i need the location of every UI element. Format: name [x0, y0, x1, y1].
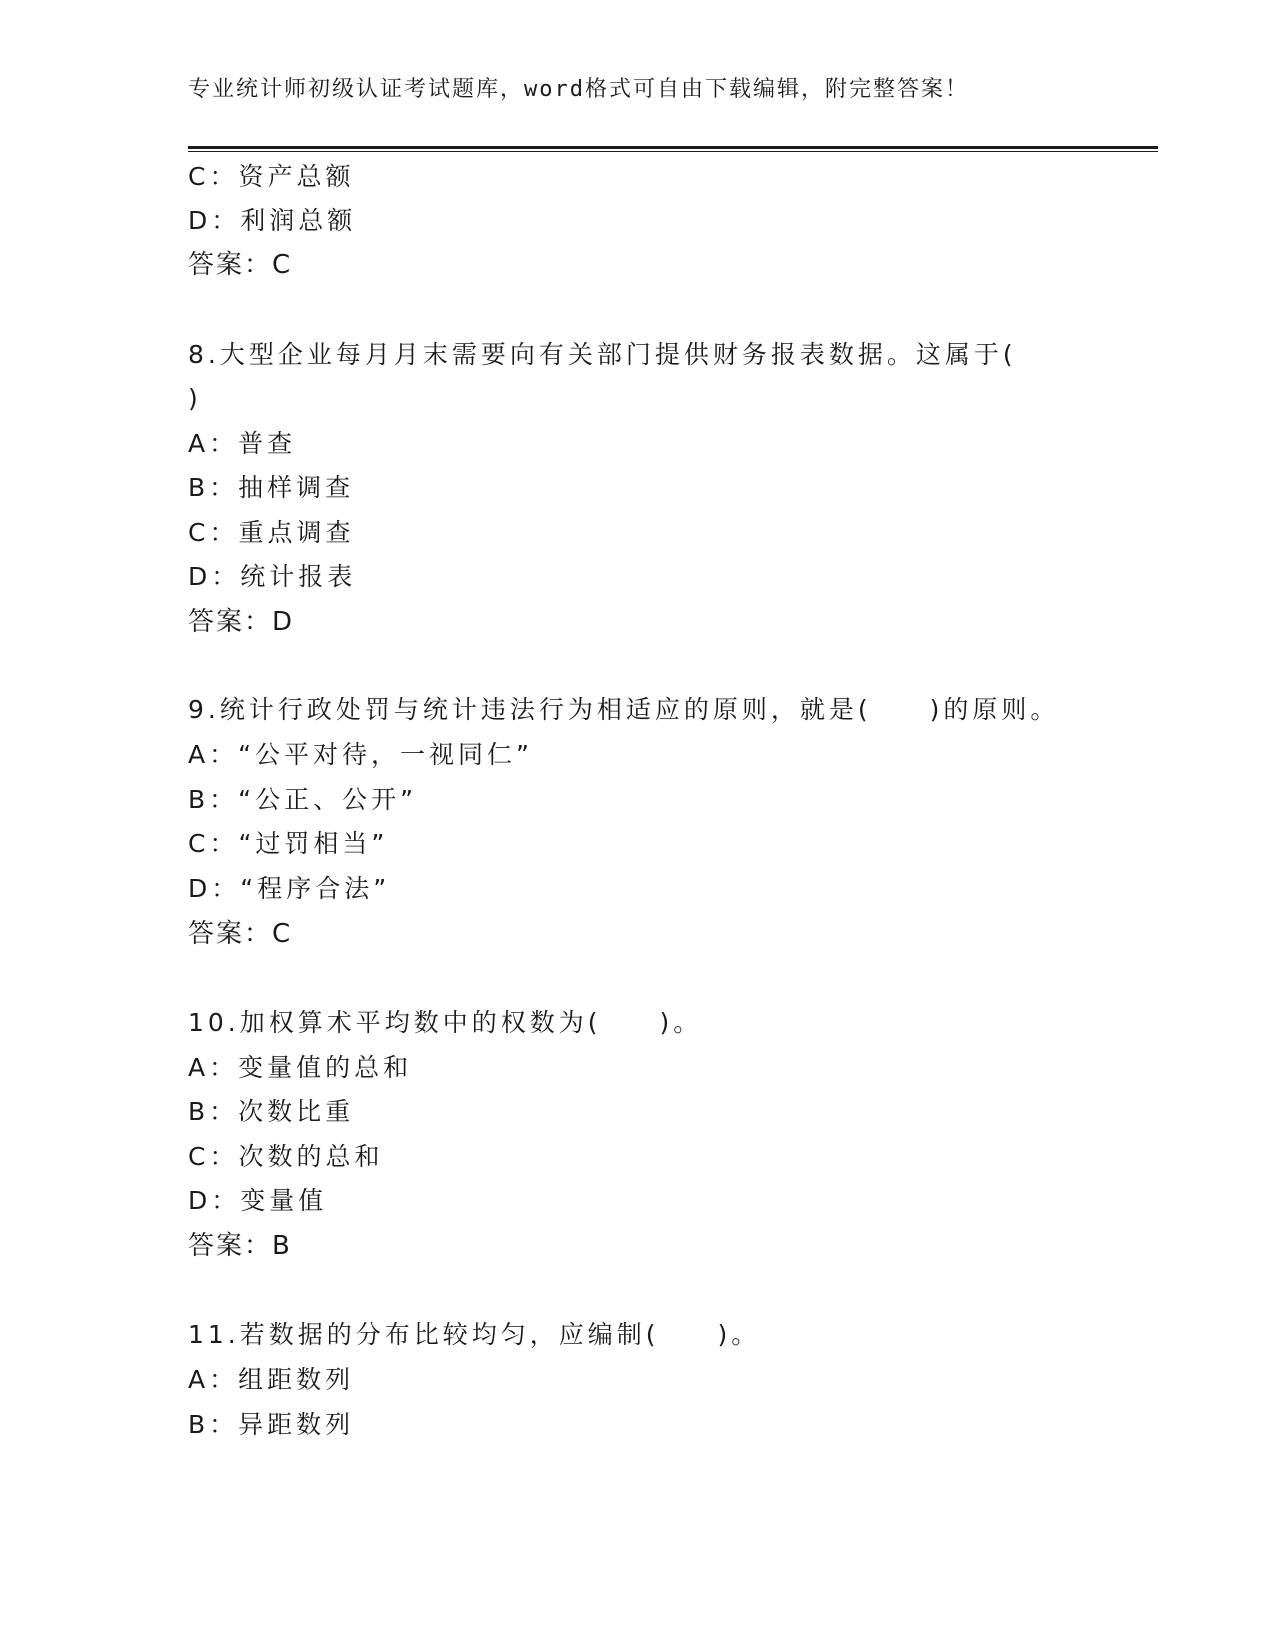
q9-option-d: D：“程序合法”	[188, 874, 391, 903]
q10-answer: 答案：B	[188, 1231, 292, 1261]
q9-answer: 答案：C	[188, 919, 293, 949]
q8-stem-line2: )	[188, 384, 202, 413]
q7-option-c: C：资产总额	[188, 162, 355, 191]
q11-option-a: A：组距数列	[188, 1365, 355, 1394]
q8-option-d: D：统计报表	[188, 562, 357, 591]
q9-option-a: A：“公平对待，一视同仁”	[188, 740, 534, 769]
q10-option-c: C：次数的总和	[188, 1142, 384, 1171]
q11-stem: 11.若数据的分布比较均匀，应编制( )。	[188, 1320, 761, 1349]
q10-option-a: A：变量值的总和	[188, 1053, 413, 1082]
q11-option-b: B：异距数列	[188, 1410, 355, 1439]
q9-option-b: B：“公正、公开”	[188, 785, 418, 814]
q7-option-d: D：利润总额	[188, 206, 357, 235]
q8-option-b: B：抽样调查	[188, 473, 355, 502]
q8-stem-line1: 8.大型企业每月月末需要向有关部门提供财务报表数据。这属于(	[188, 340, 1017, 369]
q8-option-a: A：普查	[188, 429, 297, 458]
q8-answer: 答案：D	[188, 607, 295, 637]
q10-stem: 10.加权算术平均数中的权数为( )。	[188, 1008, 703, 1037]
q10-option-b: B：次数比重	[188, 1097, 355, 1126]
header-rule-thin	[188, 151, 1158, 152]
q9-stem: 9.统计行政处罚与统计违法行为相适应的原则，就是( )的原则。	[188, 695, 1060, 724]
q10-option-d: D：变量值	[188, 1186, 328, 1215]
q9-option-c: C：“过罚相当”	[188, 829, 389, 858]
q7-answer: 答案：C	[188, 250, 293, 280]
header-rule-thick	[188, 146, 1158, 149]
q8-option-c: C：重点调查	[188, 518, 355, 547]
page-header: 专业统计师初级认证考试题库，word格式可自由下载编辑，附完整答案！	[188, 77, 969, 102]
